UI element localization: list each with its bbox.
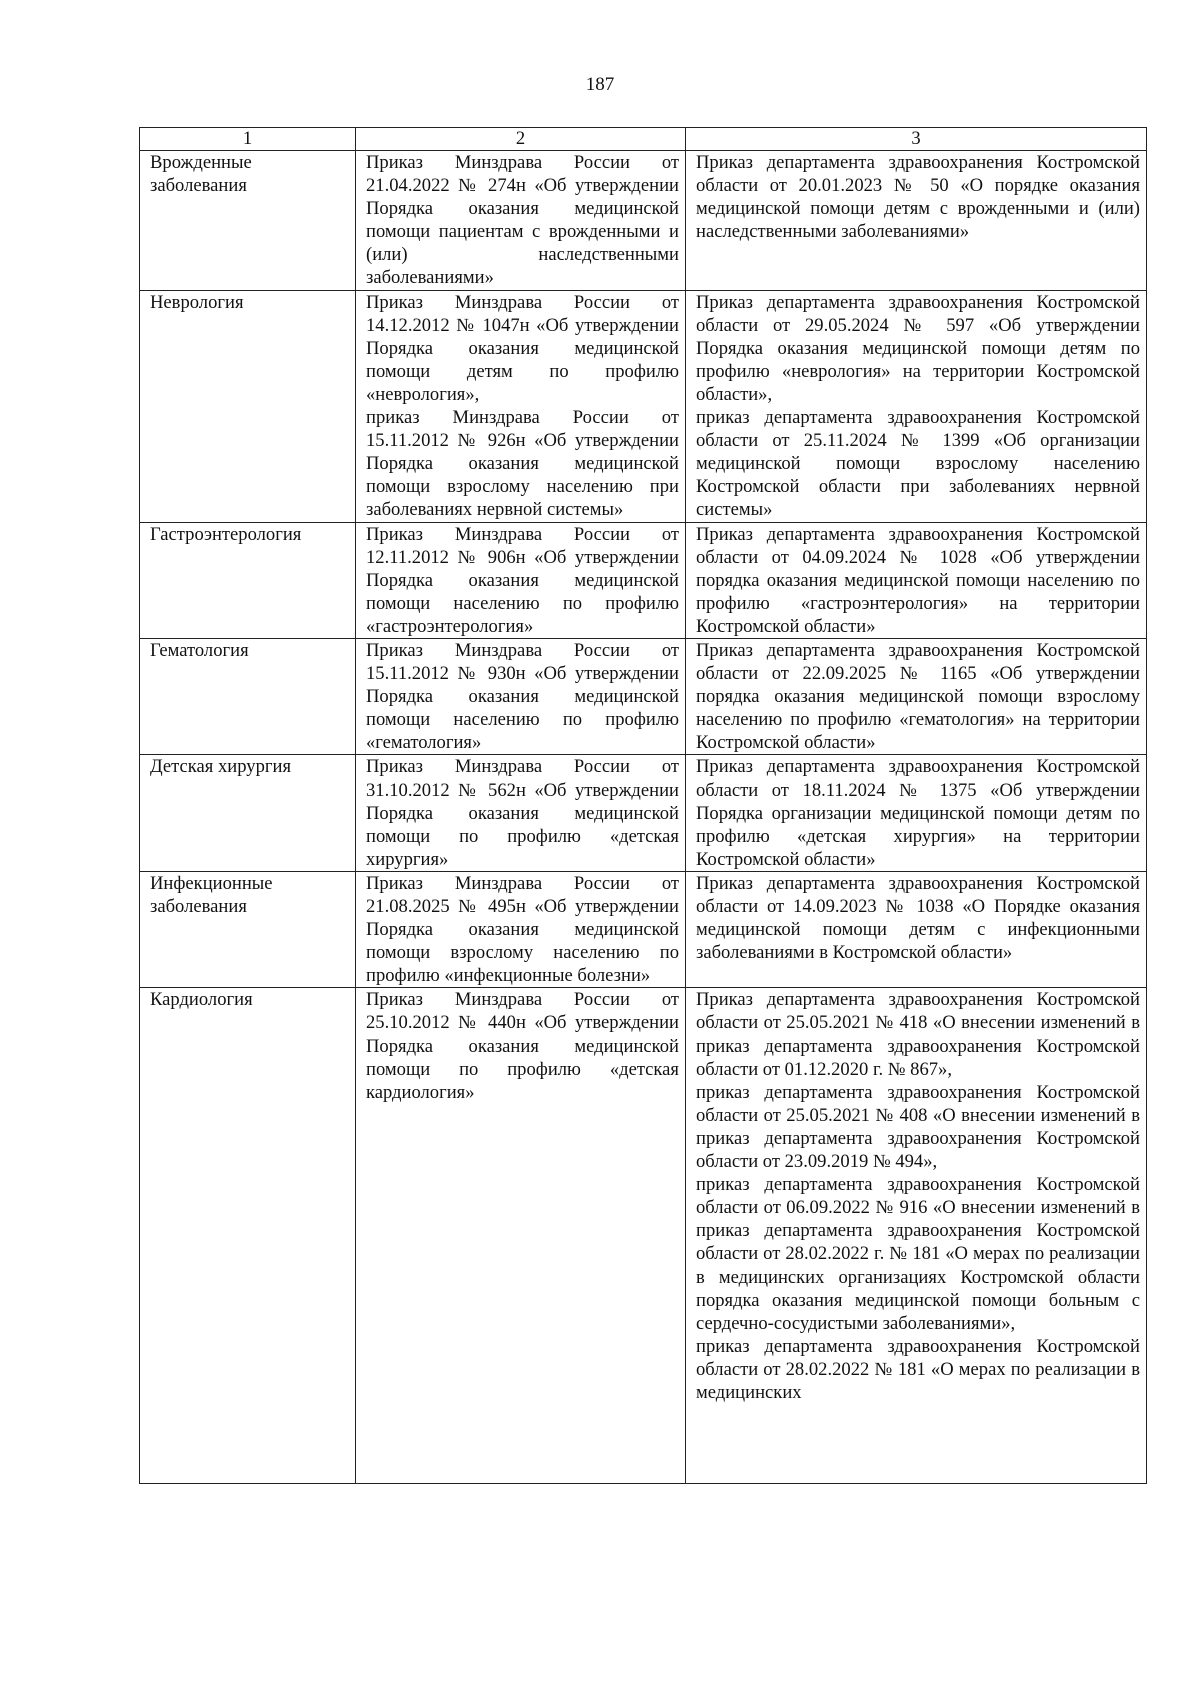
regional-order-text: приказ департамента здравоохранения Костромской области от 06.09.2022 № 916 «О внесении изменений в приказ департамента здравоохранения Костромской области от 28.02.2022 г. № 181 «О мерах по реализации в медицинских организациях Костромской области порядка оказания медицинской помощи больным с сердечно-сосудистыми заболеваниями», — [696, 1174, 1140, 1334]
table-header-row — [140, 128, 1147, 151]
header-column-3: 3 — [686, 128, 1147, 151]
orders-table — [139, 127, 1147, 1484]
federal-order-text: Приказ Минздрава России от 15.11.2012 № 930н «Об утверждении Порядка оказания медицинской помощи населению по профилю «гематология» — [366, 639, 679, 754]
profile-name-cell: Врожденные заболевания — [140, 151, 356, 291]
regional-order-cell — [686, 871, 1147, 987]
federal-order-text: Приказ Минздрава России от 12.11.2012 № 906н «Об утверждении Порядка оказания медицинской помощи населению по профилю «гастроэнтерология» — [366, 523, 679, 637]
profile-name-cell: Неврология — [140, 290, 356, 522]
regional-order-text: Приказ департамента здравоохранения Костромской области от 25.05.2021 № 418 «О внесении изменений в приказ департамента здравоохранения Костромской области от 01.12.2020 г. № 867», — [696, 989, 1140, 1080]
regional-order-cell — [686, 638, 1147, 754]
regional-order-text: приказ департамента здравоохранения Костромской области от 25.11.2024 № 1399 «Об организации медицинской помощи взрослому населению Костромской области при заболеваниях нервной системы» — [696, 407, 1140, 521]
table-row — [140, 151, 1147, 291]
federal-order-text: Приказ Минздрава России от 31.10.2012 № 562н «Об утверждении Порядка оказания медицинской помощи по профилю «детская хирургия» — [366, 756, 679, 870]
federal-order-cell — [356, 151, 686, 291]
table-row — [140, 871, 1147, 987]
regional-order-text: Приказ департамента здравоохранения Костромской области от 22.09.2025 № 1165 «Об утверждении порядка оказания медицинской помощи взрослому населению по профилю «гематология» на территории Костромской области» — [696, 639, 1140, 754]
profile-name-cell: Гастроэнтерология — [140, 522, 356, 638]
table-row — [140, 755, 1147, 871]
regional-order-cell — [686, 151, 1147, 291]
regional-order-cell — [686, 290, 1147, 522]
federal-order-text: Приказ Минздрава России от 14.12.2012 № 1047н «Об утверждении Порядка оказания медицинской помощи детям по профилю «неврология», — [366, 291, 679, 405]
regional-order-cell — [686, 522, 1147, 638]
regional-order-text: приказ департамента здравоохранения Костромской области от 28.02.2022 № 181 «О мерах по реализации в медицинских — [696, 1335, 1140, 1403]
regional-order-text: Приказ департамента здравоохранения Костромской области от 18.11.2024 № 1375 «Об утверждении Порядка организации медицинской помощи детям по профилю «детская хирургия» на территории Костромской области» — [696, 756, 1140, 870]
table-row — [140, 522, 1147, 638]
regional-order-text: Приказ департамента здравоохранения Костромской области от 04.09.2024 № 1028 «Об утверждении порядка оказания медицинской помощи населению по профилю «гастроэнтерология» на территории Костромской области» — [696, 523, 1140, 637]
regional-order-text: Приказ департамента здравоохранения Костромской области от 20.01.2023 № 50 «О порядке оказания медицинской помощи детям с врожденными и (или) наследственными заболеваниями» — [696, 152, 1140, 243]
federal-order-cell — [356, 522, 686, 638]
regional-order-cell — [686, 988, 1147, 1484]
regional-order-cell — [686, 755, 1147, 871]
page-number: 187 — [585, 74, 615, 95]
federal-order-text: Приказ Минздрава России от 21.04.2022 № 274н «Об утверждении Порядка оказания медицинской помощи пациентам с врожденными и (или) наследственными заболеваниями» — [366, 152, 679, 289]
regional-order-text: Приказ департамента здравоохранения Костромской области от 29.05.2024 № 597 «Об утверждении Порядка оказания медицинской помощи детям по профилю «неврология» на территории Костромской области», — [696, 291, 1140, 405]
profile-name-cell: Инфекционные заболевания — [140, 871, 356, 987]
federal-order-text: приказ Минздрава России от 15.11.2012 № 926н «Об утверждении Порядка оказания медицинской помощи взрослому населению при заболеваниях нервной системы» — [366, 407, 679, 521]
federal-order-cell — [356, 290, 686, 522]
table-row — [140, 988, 1147, 1484]
federal-order-cell — [356, 638, 686, 754]
regional-order-text: Приказ департамента здравоохранения Костромской области от 14.09.2023 № 1038 «О Порядке оказания медицинской помощи детям с инфекционными заболеваниями в Костромской области» — [696, 872, 1140, 964]
table-row — [140, 638, 1147, 754]
federal-order-text: Приказ Минздрава России от 21.08.2025 № 495н «Об утверждении Порядка оказания медицинской помощи взрослому населению по профилю «инфекционные болезни» — [366, 872, 679, 987]
profile-name-cell: Детская хирургия — [140, 755, 356, 871]
federal-order-cell — [356, 871, 686, 987]
header-column-1: 1 — [140, 128, 356, 151]
header-column-2: 2 — [356, 128, 686, 151]
profile-name-cell: Кардиология — [140, 988, 356, 1484]
federal-order-cell — [356, 755, 686, 871]
federal-order-text: Приказ Минздрава России от 25.10.2012 № 440н «Об утверждении Порядка оказания медицинской помощи по профилю «детская кардиология» — [366, 989, 679, 1103]
table-row — [140, 290, 1147, 522]
federal-order-cell — [356, 988, 686, 1484]
regional-order-text: приказ департамента здравоохранения Костромской области от 25.05.2021 № 408 «О внесении изменений в приказ департамента здравоохранения Костромской области от 23.09.2019 № 494», — [696, 1081, 1140, 1173]
profile-name-cell: Гематология — [140, 638, 356, 754]
